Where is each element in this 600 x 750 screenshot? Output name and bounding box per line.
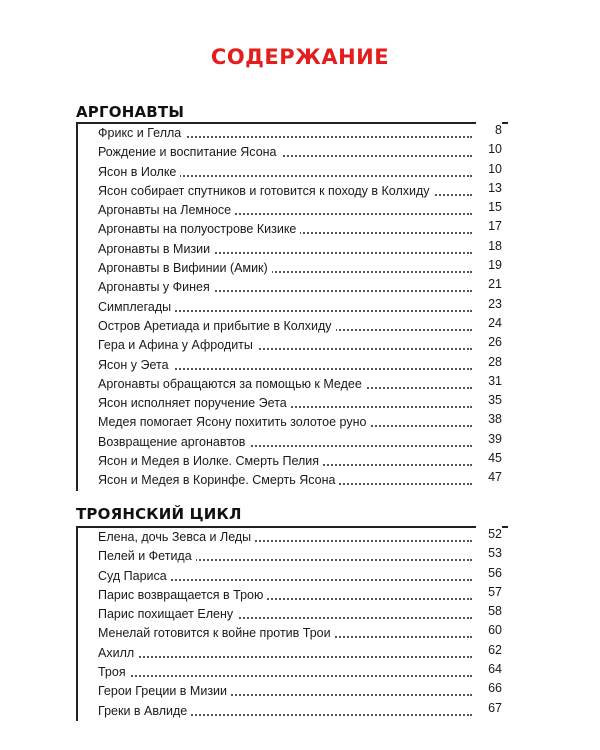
toc-entry-page-number: 19 (476, 256, 502, 275)
toc-entry[interactable] (78, 259, 508, 278)
toc-entry-title: Симплегады (98, 298, 175, 317)
toc-entry[interactable] (78, 143, 508, 162)
toc-entry[interactable] (78, 702, 508, 721)
toc-entry-title: Греки в Авлиде (98, 702, 191, 721)
toc-entry-title: Елена, дочь Зевса и Леды (98, 528, 255, 547)
toc-entry-title: Аргонавты в Мизии (98, 240, 214, 259)
toc-entry-page-number: 10 (476, 160, 502, 179)
toc-entry[interactable] (78, 682, 508, 701)
toc-entry[interactable] (78, 547, 508, 566)
toc-entry[interactable] (78, 240, 508, 259)
toc-entry-page-number: 67 (476, 699, 502, 718)
toc-entry[interactable] (78, 452, 508, 471)
toc-entry-title: Парис похищает Елену (98, 605, 237, 624)
toc-entry-title: Ясон и Медея в Коринфе. Смерть Ясона (98, 471, 339, 490)
toc-entry[interactable] (78, 317, 508, 336)
toc-entry[interactable] (78, 624, 508, 643)
toc-entry-title: Гера и Афина у Афродиты (98, 336, 257, 355)
toc-entry-page-number: 56 (476, 564, 502, 583)
toc-entry-title: Аргонавты обращаются за помощью к Медее (98, 375, 366, 394)
toc-entry-title: Троя (98, 663, 130, 682)
toc-entry[interactable] (78, 663, 508, 682)
toc-section-trojan-cycle (76, 526, 508, 721)
toc-entry-title: Аргонавты на полуострове Кизике (98, 220, 300, 239)
toc-entry[interactable] (78, 528, 508, 547)
toc-entry-page-number: 57 (476, 583, 502, 602)
toc-entry-page-number: 28 (476, 353, 502, 372)
toc-entry-title: Фрикс и Гелла (98, 124, 185, 143)
toc-entry[interactable] (78, 220, 508, 239)
toc-entry[interactable] (78, 605, 508, 624)
toc-entry-page-number: 62 (476, 641, 502, 660)
toc-entry-page-number: 15 (476, 198, 502, 217)
toc-entry[interactable] (78, 433, 508, 452)
toc-entry[interactable] (78, 644, 508, 663)
toc-entry[interactable] (78, 356, 508, 375)
toc-entry-title: Рождение и воспитание Ясона (98, 143, 281, 162)
toc-entry[interactable] (78, 278, 508, 297)
toc-entry[interactable] (78, 394, 508, 413)
page-title: СОДЕРЖАНИЕ (210, 45, 390, 69)
toc-entry[interactable] (78, 201, 508, 220)
toc-entry-title: Аргонавты у Финея (98, 278, 214, 297)
toc-entry-title: Парис возвращается в Трою (98, 586, 267, 605)
toc-entry-title: Суд Париса (98, 567, 171, 586)
toc-entry-page-number: 52 (476, 525, 502, 544)
toc-entry[interactable] (78, 182, 508, 201)
toc-entry-title: Остров Аретиада и прибытие в Колхиду (98, 317, 336, 336)
toc-entry-page-number: 35 (476, 391, 502, 410)
toc-entry-title: Ясон исполняет поручение Эета (98, 394, 291, 413)
toc-entry[interactable] (78, 336, 508, 355)
toc-entry-page-number: 26 (476, 333, 502, 352)
toc-entry[interactable] (78, 567, 508, 586)
toc-entry-page-number: 8 (476, 121, 502, 140)
toc-entry-page-number: 64 (476, 660, 502, 679)
toc-entry-page-number: 38 (476, 410, 502, 429)
toc-entry-page-number: 58 (476, 602, 502, 621)
toc-entry[interactable] (78, 298, 508, 317)
section-heading-trojan-cycle: ТРОЯНСКИЙ ЦИКЛ (76, 505, 242, 523)
toc-entry[interactable] (78, 124, 508, 143)
toc-entry[interactable] (78, 471, 508, 490)
toc-entry-title: Аргонавты на Лемносе (98, 201, 235, 220)
toc-entry-page-number: 60 (476, 621, 502, 640)
toc-entry[interactable] (78, 375, 508, 394)
toc-entry-title: Медея помогает Ясону похитить золотое руно (98, 413, 370, 432)
section-heading-argonauts: АРГОНАВТЫ (76, 103, 185, 121)
toc-entry-page-number: 10 (476, 140, 502, 159)
toc-entry-page-number: 31 (476, 372, 502, 391)
toc-entry-title: Ясон собирает спутников и готовится к походу в Колхиду (98, 182, 434, 201)
toc-entry-page-number: 18 (476, 237, 502, 256)
toc-entry-title: Возвращение аргонавтов (98, 433, 249, 452)
toc-entry-title: Ясон у Эета (98, 356, 173, 375)
toc-entry-page-number: 39 (476, 430, 502, 449)
dot-leader (100, 656, 472, 658)
toc-entry-page-number: 17 (476, 217, 502, 236)
toc-entry-page-number: 24 (476, 314, 502, 333)
toc-entry-page-number: 45 (476, 449, 502, 468)
toc-entry[interactable] (78, 163, 508, 182)
toc-entry-page-number: 53 (476, 544, 502, 563)
toc-entry-page-number: 21 (476, 275, 502, 294)
dot-leader (100, 675, 472, 677)
toc-entry-title: Ясон и Медея в Иолке. Смерть Пелия (98, 452, 323, 471)
toc-entry-title: Пелей и Фетида (98, 547, 196, 566)
toc-entry-page-number: 47 (476, 468, 502, 487)
toc-entry-title: Ахилл (98, 644, 138, 663)
toc-entry-title: Аргонавты в Вифинии (Амик) (98, 259, 272, 278)
toc-entry-page-number: 13 (476, 179, 502, 198)
toc-entry-page-number: 66 (476, 679, 502, 698)
toc-entry-title: Ясон в Иолке (98, 163, 180, 182)
toc-entry-title: Герои Греции в Мизии (98, 682, 231, 701)
toc-entry[interactable] (78, 413, 508, 432)
toc-entry-title: Менелай готовится к войне против Трои (98, 624, 335, 643)
toc-section-argonauts (76, 122, 508, 491)
toc-entry-page-number: 23 (476, 295, 502, 314)
toc-entry[interactable] (78, 586, 508, 605)
